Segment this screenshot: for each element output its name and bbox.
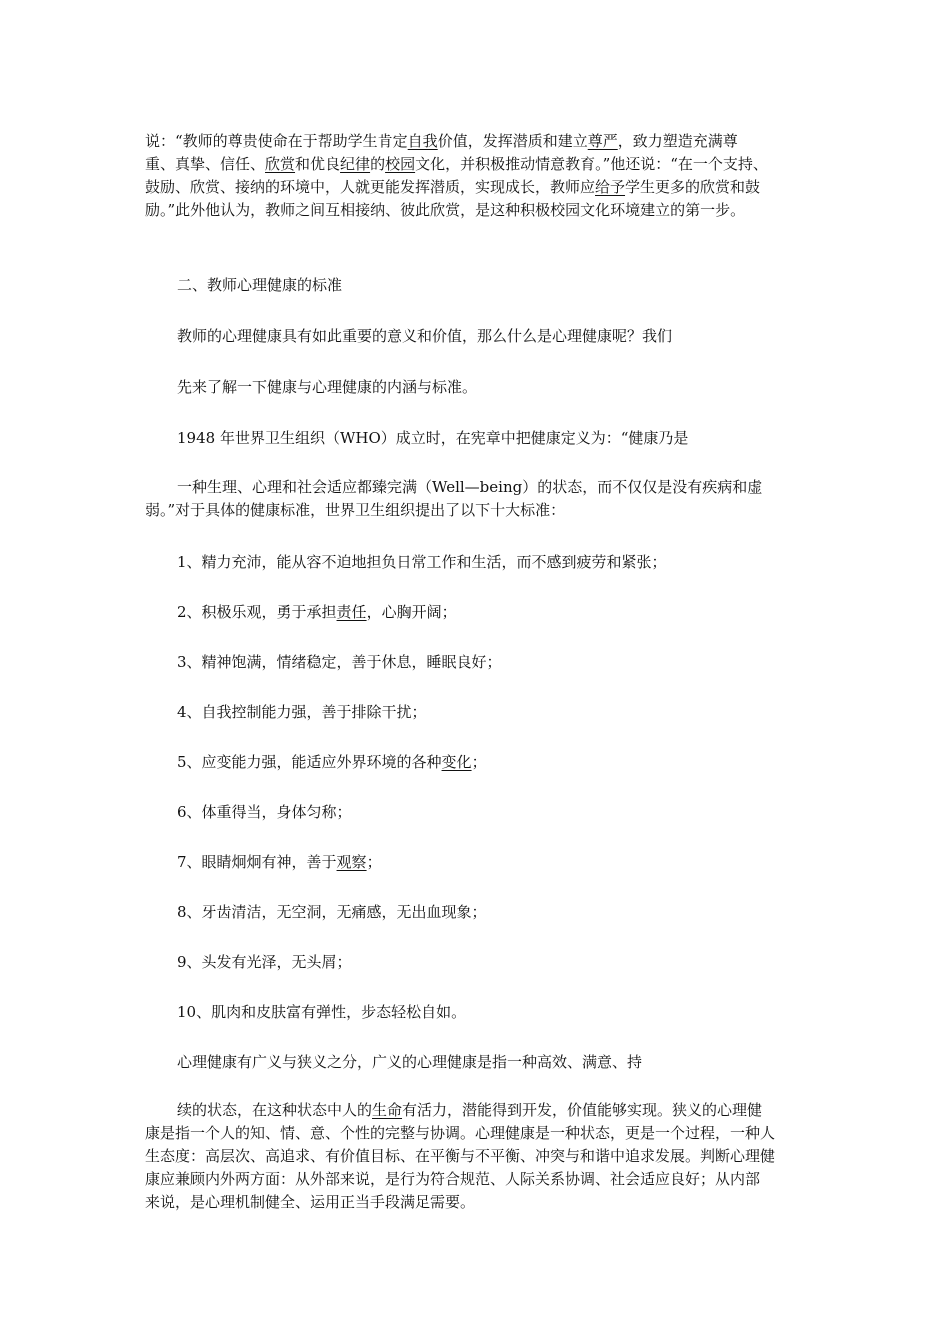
text-run: 说：“教师的尊贵使命在于帮助学生肯定 [145, 132, 408, 150]
text-run: ，致力塑造充满尊 [617, 132, 738, 150]
paragraph-mental-health [177, 1099, 817, 1122]
text-run: 有活力，潜能得到开发，价值能够实现。狭义的心理健 [402, 1101, 763, 1119]
link-campus[interactable]: 校园 [385, 155, 416, 173]
paragraph-line: 心理健康有广义与狭义之分，广义的心理健康是指一种高效、满意、持 [177, 1053, 643, 1071]
paragraph-quote [145, 130, 805, 222]
link-change[interactable]: 变化 [441, 753, 472, 771]
text-line: 励。”此外他认为，教师之间互相接纳、彼此欣赏，是这种积极校园文化环境建立的第一步。 [145, 201, 746, 219]
text-run: ； [471, 753, 487, 771]
text-run: 7、眼睛炯炯有神，善于 [177, 853, 337, 871]
standard-item-2 [177, 601, 837, 624]
section-heading: 二、教师心理健康的标准 [177, 276, 343, 294]
text-run: 5、应变能力强，能适应外界环境的各种 [177, 753, 442, 771]
text-run: 的 [370, 155, 386, 173]
link-self[interactable]: 自我 [407, 132, 438, 150]
standard-item-3: 3、精神饱满，情绪稳定，善于休息，睡眠良好； [177, 653, 502, 671]
text-line: 来说，是心理机制健全、运用正当手段满足需要。 [145, 1193, 476, 1211]
standard-item-9: 9、头发有光泽，无头屑； [177, 953, 352, 971]
text-run: 和优良 [295, 155, 341, 173]
standard-item-8: 8、牙齿清洁，无空洞，无痛感，无出血现象； [177, 903, 487, 921]
text-line: 康是指一个人的知、情、意、个性的完整与协调。心理健康是一种状态，更是一个过程，一种人 [145, 1124, 776, 1142]
link-life[interactable]: 生命 [372, 1101, 403, 1119]
text-run: 鼓励、欣赏、接纳的环境中，人就更能发挥潜质，实现成长，教师应 [145, 178, 596, 196]
link-responsibility[interactable]: 责任 [336, 603, 367, 621]
text-run: 价值，发挥潜质和建立 [437, 132, 588, 150]
text-line: 康应兼顾内外两方面：从外部来说，是行为符合规范、人际关系协调、社会适应良好；从内部 [145, 1170, 761, 1188]
text-run: 重、真挚、信任、 [145, 155, 266, 173]
link-discipline[interactable]: 纪律 [340, 155, 371, 173]
text-line: 生态度：高层次、高追求、有价值目标、在平衡与不平衡、冲突与和谐中追求发展。判断心理健 [145, 1147, 776, 1165]
link-dignity[interactable]: 尊严 [587, 132, 618, 150]
paragraph-who-cont [145, 499, 805, 522]
text-run: ； [366, 853, 382, 871]
text-line [145, 176, 805, 199]
standard-item-6: 6、体重得当，身体匀称； [177, 803, 352, 821]
text-line: 一种生理、心理和社会适应都臻完满（Well—being）的状态，而不仅仅是没有疾病和虚 [177, 478, 763, 496]
paragraph-line: 1948 年世界卫生组织（WHO）成立时，在宪章中把健康定义为：“健康乃是 [177, 429, 689, 447]
paragraph-line: 教师的心理健康具有如此重要的意义和价值，那么什么是心理健康呢？我们 [177, 327, 673, 345]
standard-item-1: 1、精力充沛，能从容不迫地担负日常工作和生活，而不感到疲劳和紧张； [177, 553, 667, 571]
link-give[interactable]: 给予 [595, 178, 626, 196]
standard-item-7 [177, 851, 837, 874]
text-line [177, 1099, 817, 1122]
link-observe[interactable]: 观察 [336, 853, 367, 871]
standard-item-10: 10、肌肉和皮肤富有弹性，步态轻松自如。 [177, 1003, 467, 1021]
text-run: 文化，并积极推动情意教育。”他还说：“在一个支持、 [415, 155, 768, 173]
standard-item-4: 4、自我控制能力强，善于排除干扰； [177, 703, 427, 721]
paragraph-who [177, 476, 817, 499]
paragraph-mental-health-cont [145, 1122, 805, 1214]
text-run: ，心胸开阔； [366, 603, 457, 621]
text-run: 续的状态，在这种状态中人的 [177, 1101, 373, 1119]
standard-item-5 [177, 751, 837, 774]
text-line [145, 130, 805, 153]
text-run: 2、积极乐观，勇于承担 [177, 603, 337, 621]
link-appreciate[interactable]: 欣赏 [265, 155, 296, 173]
text-line [145, 153, 805, 176]
text-run: 学生更多的欣赏和鼓 [625, 178, 761, 196]
paragraph-line: 先来了解一下健康与心理健康的内涵与标准。 [177, 378, 478, 396]
text-line: 弱。”对于具体的健康标准，世界卫生组织提出了以下十大标准： [145, 501, 566, 519]
